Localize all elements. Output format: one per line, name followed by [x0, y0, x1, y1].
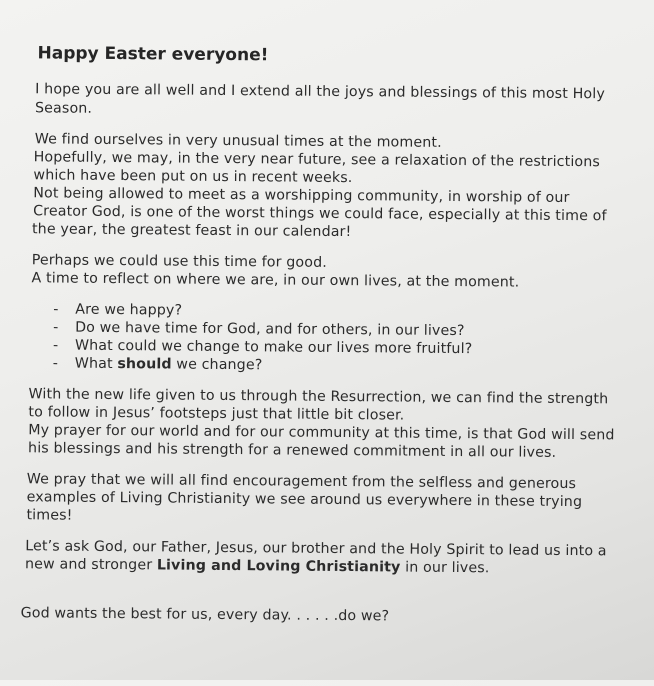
bullet-text: What: [74, 355, 118, 373]
bullet-item: Are we happy?: [75, 301, 183, 319]
bullet-emphasis: should: [117, 356, 172, 373]
bullet-dash: -: [52, 337, 59, 354]
paragraph-line: A time to reflect on where we are, in our own lives, at the moment.: [31, 270, 520, 291]
paragraph-line: Perhaps we could use this time for good.: [31, 252, 328, 271]
bullet-dash: -: [53, 301, 59, 318]
paragraph-line: to follow in Jesus’ footsteps just that little bit closer.: [28, 404, 405, 424]
paragraph-line: With the new life given to us through the Resurrection, we can find the strength: [28, 386, 609, 408]
paragraph-line: We pray that we will all find encouragement from the selfless and generous: [26, 471, 577, 493]
bullet-dash: -: [52, 355, 59, 372]
paragraph-line: his blessings and his strength for a renewed commitment in all our lives.: [28, 440, 557, 461]
paragraph-line: examples of Living Christianity we see around us everywhere in these trying: [26, 489, 583, 511]
paragraph-line: [25, 555, 490, 578]
paragraph-line: My prayer for our world and for our community at this time, is that God will send: [28, 422, 615, 444]
bullet-item: What could we change to make our lives more fruitful?: [74, 337, 473, 358]
paragraph-text: in our lives.: [400, 559, 490, 577]
paragraph-line: which have been put on us in recent weeks.: [33, 167, 353, 187]
closing-line: God wants the best for us, every day. . . . . .do we?: [20, 605, 390, 625]
paragraph-line: Hopefully, we may, in the very near future, see a relaxation of the restrictions: [33, 149, 601, 171]
intro-line: Season.: [34, 100, 93, 117]
intro-line: I hope you are all well and I extend all the joys and blessings of this most Holy: [35, 81, 605, 103]
bullet-text: we change?: [171, 356, 263, 374]
bullet-item: Do we have time for God, and for others, in our lives?: [75, 319, 465, 340]
paragraph-line: Let’s ask God, our Father, Jesus, our brother and the Holy Spirit to lead us into a: [25, 538, 607, 560]
paragraph-text: new and stronger: [25, 556, 157, 574]
paragraph-line: We find ourselves in very unusual times at the moment.: [34, 131, 442, 151]
paragraph-line: Creator God, is one of the worst things we could face, especially at this time of: [33, 203, 607, 225]
paragraph-line: times!: [26, 507, 73, 524]
paragraph-emphasis: Living and Loving Christianity: [156, 557, 401, 576]
paragraph-line: Not being allowed to meet as a worshipping community, in worship of our: [33, 185, 570, 206]
paragraph-line: the year, the greatest feast in our calendar!: [31, 221, 352, 241]
bullet-item: [75, 355, 263, 376]
bullet-dash: -: [53, 319, 59, 336]
letter-heading: Happy Easter everyone!: [37, 43, 269, 66]
